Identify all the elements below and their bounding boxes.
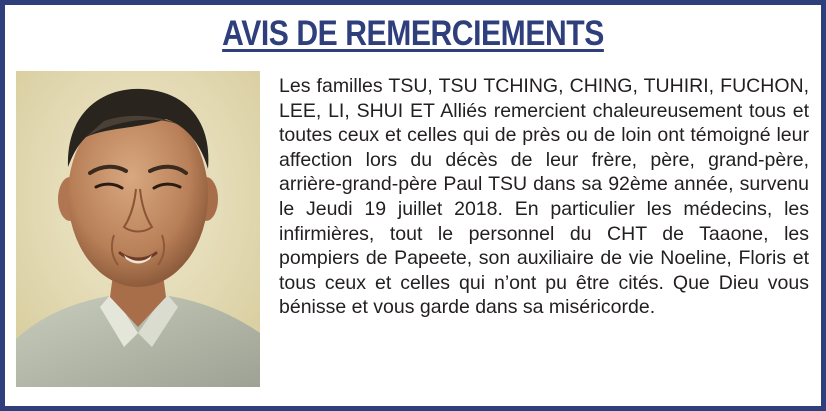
portrait-photo [16,71,260,387]
notice-body-text: Les familles TSU, TSU TCHING, CHING, TUHIRI, FUCHON, LEE, LI, SHUI ET Alliés remercient chaleureusement tous et toutes ceux et celles qui de près ou de loin ont témoigné leur affection lors du décès de leur frère, père, grand-père, arrière-grand-père Paul TSU dans sa 92ème année, survenu le Jeudi 19 juillet 2018. En particulier les médecins, les infirmières, tout le personnel du CHT de Taaone, les pompiers de Papeete, son auxiliaire de vie Noeline, Floris et tous ceux et celles qui n’ont pu être cités. Que Dieu vous bénisse et vous garde dans sa miséricorde. [279,75,809,319]
notice-title: AVIS DE REMERCIEMENTS [222,14,604,53]
